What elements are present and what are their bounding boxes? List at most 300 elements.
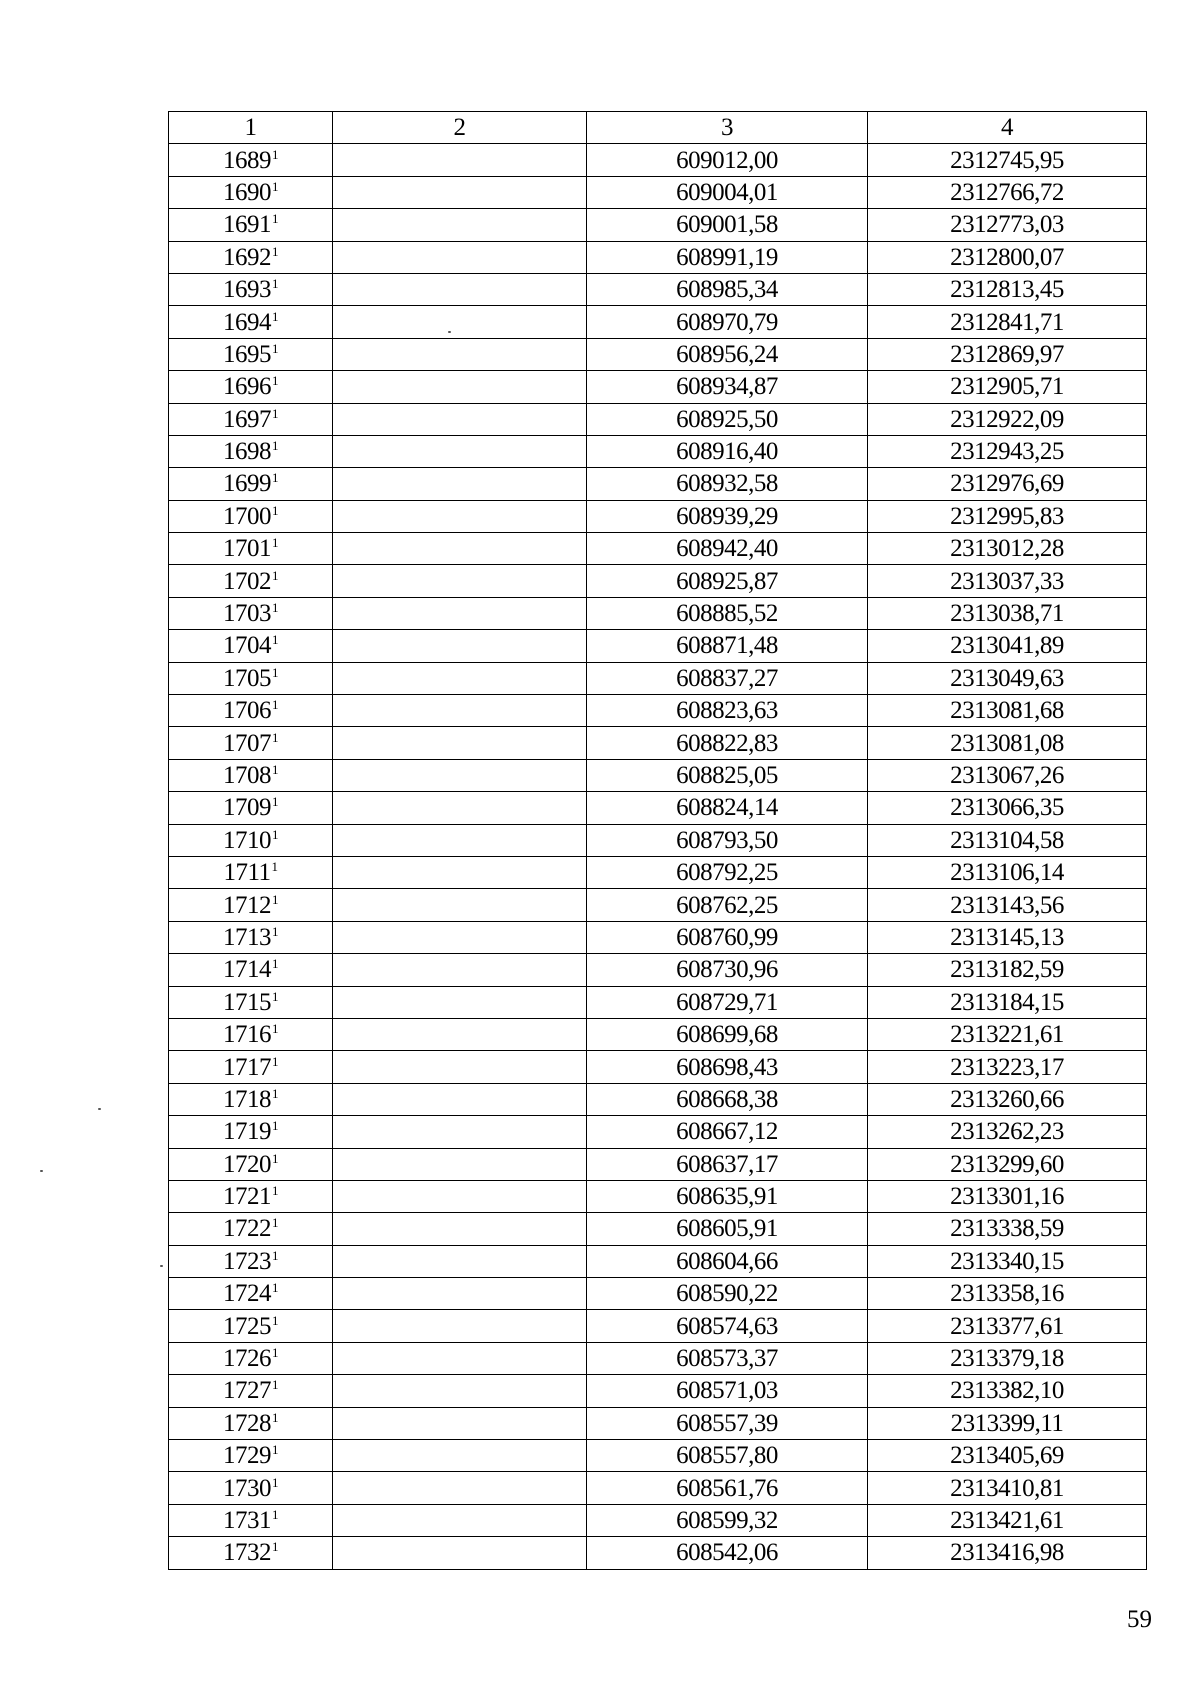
point-number: 1702 [223,567,271,595]
point-number-cell [169,630,333,662]
table-row [169,662,1147,694]
point-number: 1726 [223,1345,271,1373]
point-number: 1706 [223,697,271,725]
coordinate-y-cell: 2312766,72 [868,176,1147,208]
column-2-cell [333,1407,587,1439]
point-number-cell [169,176,333,208]
table-header [169,112,1147,144]
coordinate-y-cell: 2313340,15 [868,1245,1147,1277]
scan-speck [160,1265,163,1267]
column-header-1: 1 [169,112,333,144]
point-number-superscript: 1 [272,1377,278,1393]
table-row [169,371,1147,403]
coordinate-x-cell: 608667,12 [587,1116,868,1148]
point-number-superscript: 1 [272,600,278,616]
coordinate-x-cell: 608637,17 [587,1148,868,1180]
coordinate-y-cell: 2313410,81 [868,1472,1147,1504]
table-row [169,1083,1147,1115]
point-number: 1715 [223,988,271,1016]
point-number-superscript: 1 [272,1506,278,1522]
table-body [169,144,1147,1569]
point-number-superscript: 1 [272,1312,278,1328]
column-2-cell [333,921,587,953]
table-row [169,241,1147,273]
point-number-superscript: 1 [272,308,278,324]
coordinate-x-cell: 608837,27 [587,662,868,694]
coordinate-x-cell: 608932,58 [587,468,868,500]
point-number: 1731 [223,1506,271,1534]
coordinate-x-cell: 608635,91 [587,1180,868,1212]
coordinate-x-cell: 609012,00 [587,144,868,176]
table-row [169,954,1147,986]
column-2-cell [333,597,587,629]
point-number-cell [169,306,333,338]
point-number: 1694 [223,308,271,336]
point-number-superscript: 1 [272,826,278,842]
point-number-superscript: 1 [272,567,278,583]
point-number-cell [169,1440,333,1472]
coordinate-y-cell: 2313377,61 [868,1310,1147,1342]
point-number-superscript: 1 [272,632,278,648]
coordinate-y-cell: 2313358,16 [868,1278,1147,1310]
point-number-cell [169,533,333,565]
column-2-cell [333,856,587,888]
coordinate-y-cell: 2313221,61 [868,1018,1147,1050]
point-number-superscript: 1 [272,891,278,907]
coordinate-y-cell: 2313301,16 [868,1180,1147,1212]
point-number-superscript: 1 [272,178,278,194]
table-row [169,1051,1147,1083]
column-2-cell [333,1245,587,1277]
point-number-cell [169,371,333,403]
point-number-cell [169,1537,333,1569]
point-number-cell [169,792,333,824]
table-row [169,889,1147,921]
column-2-cell [333,1504,587,1536]
point-number: 1707 [223,729,271,757]
point-number-cell [169,1504,333,1536]
coordinate-x-cell: 608699,68 [587,1018,868,1050]
coordinate-y-cell: 2313081,08 [868,727,1147,759]
point-number-cell [169,856,333,888]
point-number-superscript: 1 [272,1280,278,1296]
column-header-2: 2 [333,112,587,144]
coordinate-x-cell: 608730,96 [587,954,868,986]
coordinate-x-cell: 608793,50 [587,824,868,856]
coordinate-x-cell: 608825,05 [587,759,868,791]
table-row [169,403,1147,435]
table-row [169,176,1147,208]
column-2-cell [333,273,587,305]
point-number-superscript: 1 [272,373,278,389]
coordinate-x-cell: 608574,63 [587,1310,868,1342]
column-2-cell [333,306,587,338]
coordinate-y-cell: 2313405,69 [868,1440,1147,1472]
column-2-cell [333,1148,587,1180]
coordinate-y-cell: 2313262,23 [868,1116,1147,1148]
table-row [169,792,1147,824]
point-number: 1691 [223,211,271,239]
coordinate-x-cell: 608604,66 [587,1245,868,1277]
point-number-cell [169,1083,333,1115]
coordinate-x-cell: 608605,91 [587,1213,868,1245]
coordinate-x-cell: 608942,40 [587,533,868,565]
column-2-cell [333,176,587,208]
point-number-superscript: 1 [272,1409,278,1425]
point-number-cell [169,1375,333,1407]
point-number-superscript: 1 [272,988,278,1004]
point-number-cell [169,695,333,727]
table-row [169,1342,1147,1374]
point-number: 1723 [223,1247,271,1275]
coordinate-y-cell: 2313260,66 [868,1083,1147,1115]
coordinate-y-cell: 2313037,33 [868,565,1147,597]
scan-speck [98,1108,101,1110]
point-number: 1695 [223,340,271,368]
column-2-cell [333,1018,587,1050]
point-number: 1732 [223,1539,271,1567]
coordinate-y-cell: 2312869,97 [868,338,1147,370]
coordinate-x-cell: 608557,80 [587,1440,868,1472]
table-row [169,1440,1147,1472]
coordinate-y-cell: 2312800,07 [868,241,1147,273]
coordinate-y-cell: 2313067,26 [868,759,1147,791]
coordinate-y-cell: 2313399,11 [868,1407,1147,1439]
point-number-cell [169,1278,333,1310]
point-number-cell [169,986,333,1018]
column-2-cell [333,662,587,694]
point-number-cell [169,727,333,759]
point-number: 1717 [223,1053,271,1081]
point-number-superscript: 1 [272,697,278,713]
table-row [169,1148,1147,1180]
coordinate-x-cell: 608760,99 [587,921,868,953]
table-row [169,306,1147,338]
coordinate-x-cell: 608824,14 [587,792,868,824]
column-2-cell [333,1472,587,1504]
table-row [169,1245,1147,1277]
point-number-cell [169,209,333,241]
column-2-cell [333,403,587,435]
column-2-cell [333,533,587,565]
point-number: 1703 [223,600,271,628]
coordinate-x-cell: 609001,58 [587,209,868,241]
point-number: 1711 [223,859,271,887]
coordinate-y-cell: 2313223,17 [868,1051,1147,1083]
point-number-cell [169,1245,333,1277]
column-2-cell [333,1310,587,1342]
coordinate-y-cell: 2313104,58 [868,824,1147,856]
coordinate-y-cell: 2313338,59 [868,1213,1147,1245]
table-row [169,1310,1147,1342]
point-number-cell [169,500,333,532]
coordinate-y-cell: 2312995,83 [868,500,1147,532]
coordinate-y-cell: 2313184,15 [868,986,1147,1018]
point-number-superscript: 1 [272,405,278,421]
table-row [169,1472,1147,1504]
point-number: 1727 [223,1377,271,1405]
point-number-superscript: 1 [272,794,278,810]
point-number-cell [169,1018,333,1050]
point-number-cell [169,759,333,791]
point-number-superscript: 1 [272,1150,278,1166]
coordinate-x-cell: 608542,06 [587,1537,868,1569]
table-row [169,856,1147,888]
point-number-superscript: 1 [272,243,278,259]
point-number-cell [169,1472,333,1504]
coordinate-x-cell: 608698,43 [587,1051,868,1083]
coordinate-x-cell: 608939,29 [587,500,868,532]
point-number: 1728 [223,1409,271,1437]
point-number-superscript: 1 [272,923,278,939]
point-number-cell [169,1051,333,1083]
point-number-cell [169,1180,333,1212]
table-row [169,759,1147,791]
point-number-cell [169,921,333,953]
point-number-cell [169,338,333,370]
point-number-superscript: 1 [272,1345,278,1361]
column-2-cell [333,565,587,597]
point-number-superscript: 1 [272,1118,278,1134]
scan-speck [448,331,451,333]
table-row [169,824,1147,856]
table-row [169,209,1147,241]
point-number: 1708 [223,762,271,789]
table-row [169,1018,1147,1050]
coordinate-x-cell: 608956,24 [587,338,868,370]
coordinate-x-cell: 608991,19 [587,241,868,273]
column-2-cell [333,371,587,403]
coordinate-x-cell: 608885,52 [587,597,868,629]
column-header-3: 3 [587,112,868,144]
point-number-cell [169,273,333,305]
coordinate-y-cell: 2312905,71 [868,371,1147,403]
point-number: 1698 [223,438,271,466]
point-number: 1696 [223,373,271,401]
column-2-cell [333,630,587,662]
coordinate-y-cell: 2313416,98 [868,1537,1147,1569]
coordinate-y-cell: 2313182,59 [868,954,1147,986]
column-2-cell [333,1213,587,1245]
point-number: 1700 [223,502,271,530]
point-number-superscript: 1 [272,762,278,777]
column-2-cell [333,1342,587,1374]
column-2-cell [333,1440,587,1472]
point-number-superscript: 1 [272,535,278,551]
point-number-cell [169,1310,333,1342]
point-number: 1725 [223,1312,271,1340]
table-row [169,1278,1147,1310]
coordinate-x-cell: 608557,39 [587,1407,868,1439]
coordinate-y-cell: 2313066,35 [868,792,1147,824]
point-number: 1724 [223,1280,271,1308]
point-number-superscript: 1 [272,470,278,486]
coordinate-y-cell: 2313143,56 [868,889,1147,921]
coordinate-y-cell: 2313041,89 [868,630,1147,662]
coordinate-x-cell: 608590,22 [587,1278,868,1310]
scan-speck [40,1170,43,1172]
table-row [169,144,1147,176]
coordinate-y-cell: 2312976,69 [868,468,1147,500]
point-number: 1729 [223,1442,271,1470]
coordinate-x-cell: 608762,25 [587,889,868,921]
table-row [169,1504,1147,1536]
coordinate-x-cell: 608792,25 [587,856,868,888]
coordinate-x-cell: 609004,01 [587,176,868,208]
coordinate-y-cell: 2313106,14 [868,856,1147,888]
point-number-superscript: 1 [272,276,278,292]
coordinate-x-cell: 608822,83 [587,727,868,759]
coordinate-y-cell: 2313421,61 [868,1504,1147,1536]
table-row [169,695,1147,727]
coordinate-x-cell: 608573,37 [587,1342,868,1374]
coordinate-y-cell: 2313081,68 [868,695,1147,727]
point-number: 1719 [223,1118,271,1146]
coordinate-y-cell: 2313145,13 [868,921,1147,953]
column-2-cell [333,1180,587,1212]
point-number-cell [169,144,333,176]
coordinate-y-cell: 2312841,71 [868,306,1147,338]
point-number-cell [169,565,333,597]
point-number-cell [169,1342,333,1374]
coordinate-y-cell: 2312745,95 [868,144,1147,176]
table-row [169,500,1147,532]
coordinate-y-cell: 2313038,71 [868,597,1147,629]
point-number-superscript: 1 [272,1215,278,1231]
point-number: 1716 [223,1021,271,1049]
point-number-cell [169,468,333,500]
point-number: 1705 [223,664,271,692]
point-number-cell [169,1116,333,1148]
point-number: 1718 [223,1085,271,1113]
column-header-4: 4 [868,112,1147,144]
point-number-superscript: 1 [272,1474,278,1490]
column-2-cell [333,1116,587,1148]
column-2-cell [333,889,587,921]
point-number-superscript: 1 [272,1085,278,1101]
column-2-cell [333,792,587,824]
column-2-cell [333,986,587,1018]
point-number: 1697 [223,405,271,433]
table-row [169,1537,1147,1569]
table-row [169,597,1147,629]
point-number: 1712 [223,891,271,919]
coordinate-y-cell: 2313299,60 [868,1148,1147,1180]
column-2-cell [333,727,587,759]
point-number: 1722 [223,1215,271,1243]
coordinate-x-cell: 608561,76 [587,1472,868,1504]
point-number: 1690 [223,178,271,206]
point-number-cell [169,403,333,435]
point-number-cell [169,435,333,467]
column-2-cell [333,338,587,370]
point-number: 1689 [223,146,271,174]
point-number-cell [169,597,333,629]
point-number-cell [169,662,333,694]
table-row [169,468,1147,500]
table-row [169,565,1147,597]
coordinate-x-cell: 608599,32 [587,1504,868,1536]
point-number: 1693 [223,276,271,304]
coordinates-table [168,111,1147,1570]
column-2-cell [333,1375,587,1407]
page-number: 59 [1127,1606,1152,1633]
column-2-cell [333,209,587,241]
column-2-cell [333,824,587,856]
column-2-cell [333,1278,587,1310]
column-2-cell [333,1537,587,1569]
table-row [169,1407,1147,1439]
table-row [169,1375,1147,1407]
point-number: 1720 [223,1150,271,1178]
column-2-cell [333,1083,587,1115]
coordinate-y-cell: 2312813,45 [868,273,1147,305]
column-2-cell [333,954,587,986]
point-number-cell [169,889,333,921]
table-row [169,727,1147,759]
coordinate-y-cell: 2313379,18 [868,1342,1147,1374]
coordinate-y-cell: 2312773,03 [868,209,1147,241]
point-number: 1730 [223,1474,271,1502]
point-number-superscript: 1 [272,1442,278,1458]
point-number: 1704 [223,632,271,660]
column-2-cell [333,144,587,176]
coordinate-x-cell: 608985,34 [587,273,868,305]
point-number-superscript: 1 [272,1247,278,1263]
point-number: 1721 [223,1183,271,1211]
point-number-cell [169,954,333,986]
point-number-superscript: 1 [272,438,278,454]
coordinate-x-cell: 608871,48 [587,630,868,662]
point-number-superscript: 1 [272,729,278,745]
coordinate-x-cell: 608925,87 [587,565,868,597]
point-number-superscript: 1 [272,340,278,356]
table-row [169,1180,1147,1212]
column-2-cell [333,468,587,500]
column-2-cell [333,500,587,532]
coordinate-x-cell: 608571,03 [587,1375,868,1407]
table-row [169,1116,1147,1148]
coordinate-x-cell: 608823,63 [587,695,868,727]
point-number: 1701 [223,535,271,563]
column-2-cell [333,241,587,273]
point-number-superscript: 1 [272,146,278,162]
coordinate-y-cell: 2312943,25 [868,435,1147,467]
point-number-superscript: 1 [271,859,278,875]
coordinate-x-cell: 608729,71 [587,986,868,1018]
point-number-cell [169,824,333,856]
point-number: 1699 [223,470,271,498]
point-number-superscript: 1 [272,956,278,972]
point-number: 1714 [223,956,271,984]
point-number-cell [169,1148,333,1180]
coordinate-y-cell: 2313049,63 [868,662,1147,694]
point-number-superscript: 1 [272,664,278,680]
point-number: 1713 [223,923,271,951]
coordinate-y-cell: 2313012,28 [868,533,1147,565]
table-row [169,273,1147,305]
point-number-superscript: 1 [272,211,278,227]
point-number-superscript: 1 [272,1053,278,1069]
point-number-superscript: 1 [272,1539,278,1555]
column-2-cell [333,435,587,467]
point-number-cell [169,241,333,273]
point-number-superscript: 1 [272,1183,278,1199]
coordinate-y-cell: 2312922,09 [868,403,1147,435]
table-row [169,435,1147,467]
table-row [169,921,1147,953]
column-2-cell [333,695,587,727]
